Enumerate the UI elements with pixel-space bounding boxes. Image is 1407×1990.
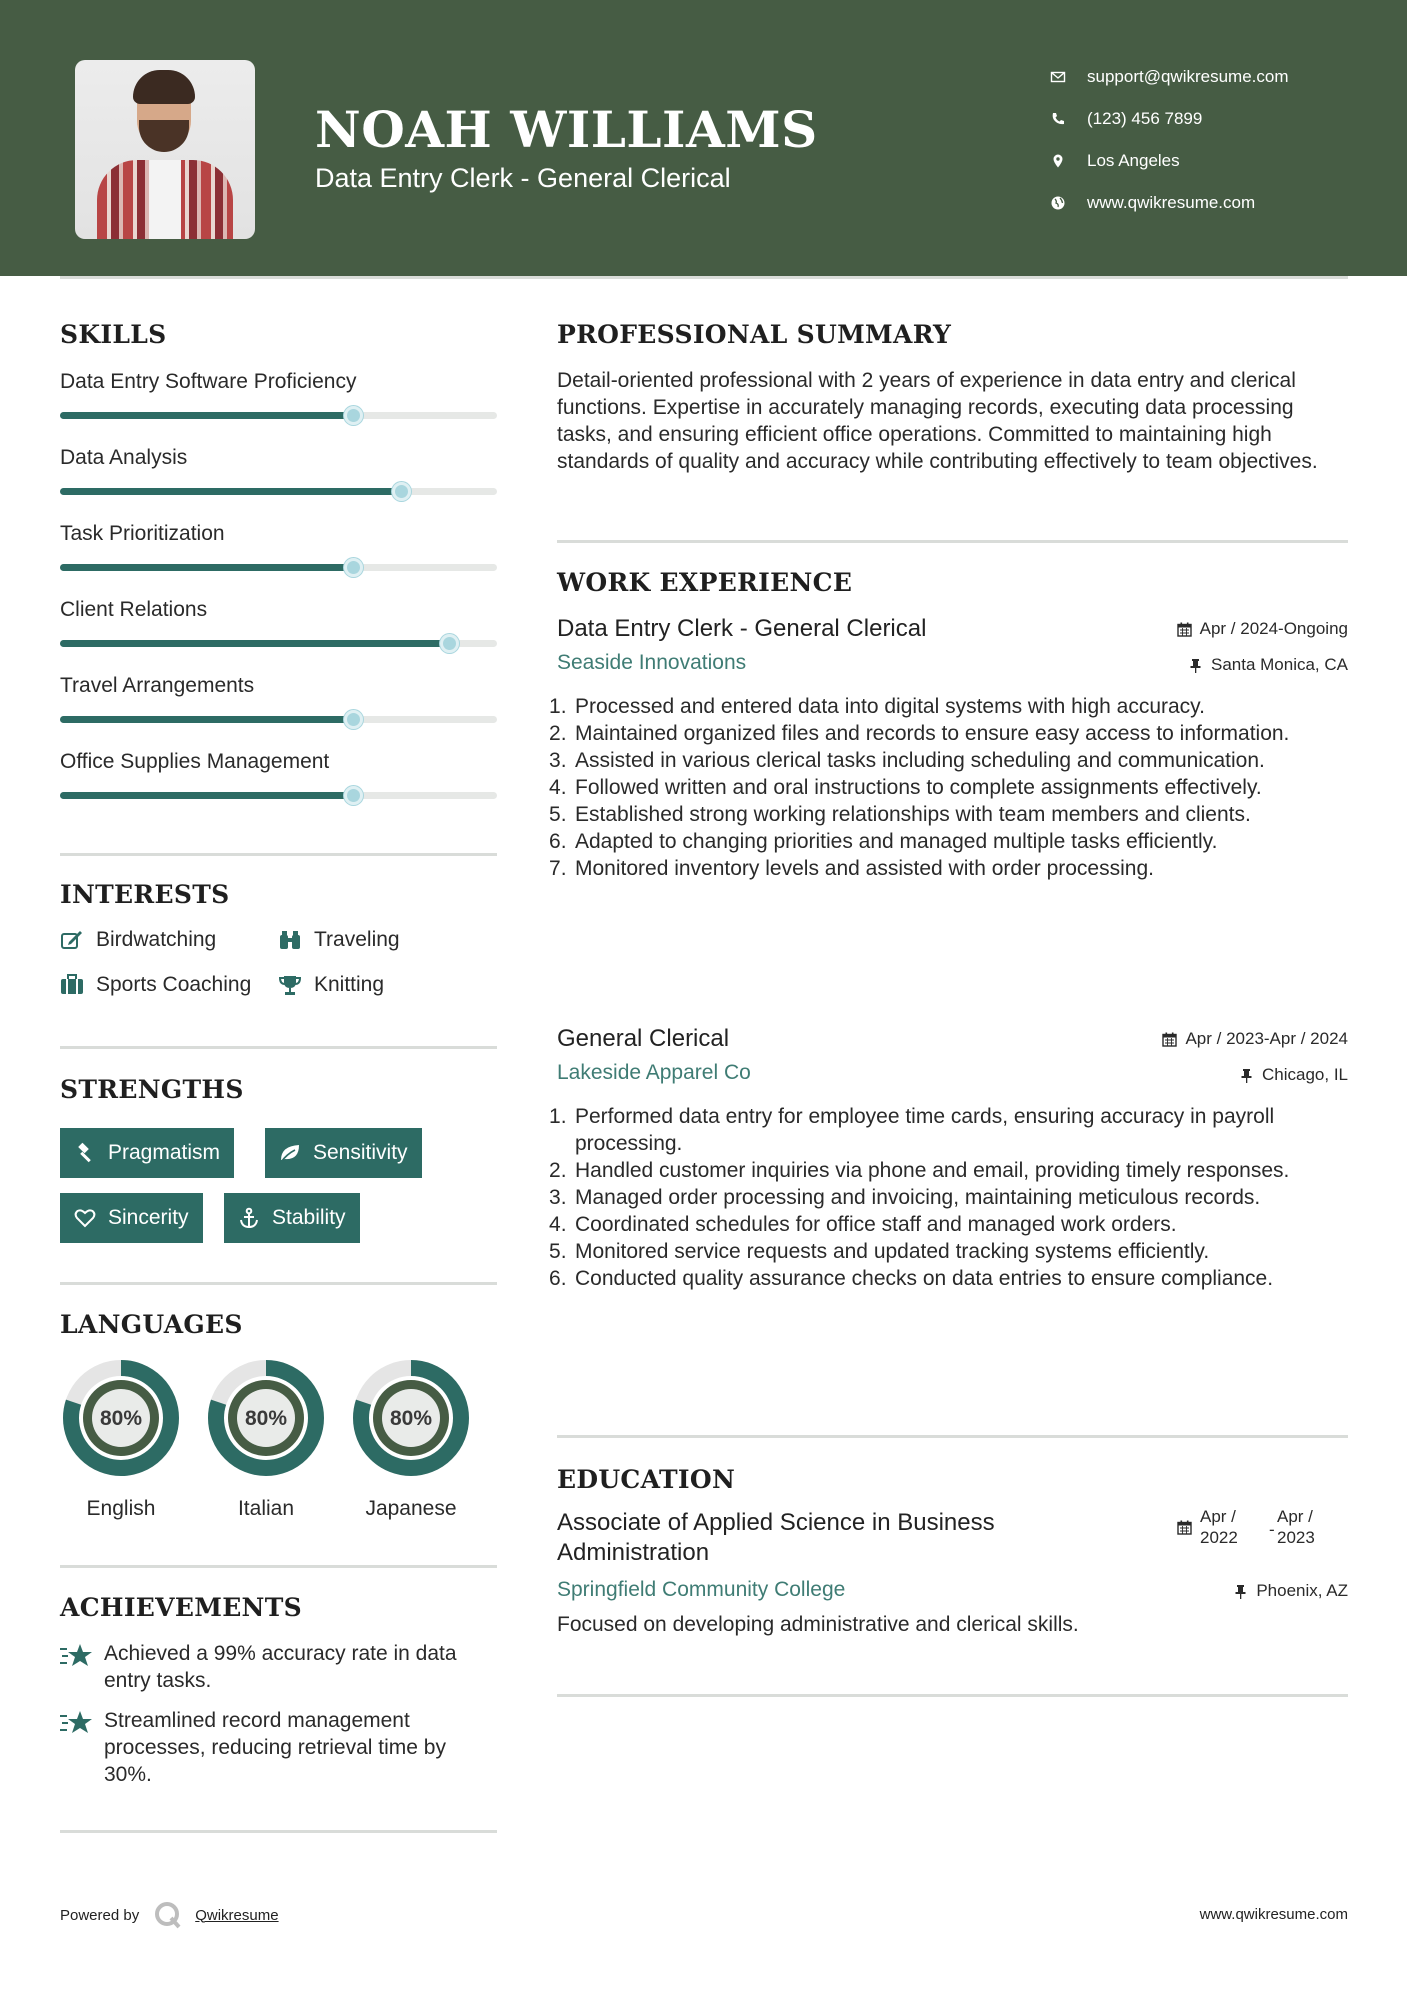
skill-label: Data Analysis [60, 446, 188, 469]
duty-item: Handled customer inquiries via phone and email, providing timely responses. [575, 1159, 1290, 1182]
interest-label: Birdwatching [96, 928, 217, 951]
achievements-title: ACHIEVEMENTS [60, 1593, 302, 1622]
contact-website[interactable] [1050, 182, 1380, 224]
duty-item: Processed and entered data into digital systems with high accuracy. [575, 695, 1205, 718]
education-degree: Associate of Applied Science in Business Administration [557, 1509, 995, 1566]
pushpin-icon [1233, 1584, 1248, 1599]
leaf-icon [279, 1142, 301, 1164]
duty-item: Assisted in various clerical tasks including scheduling and communication. [575, 749, 1265, 772]
globe-icon [1050, 195, 1087, 211]
job-location-text: Santa Monica, CA [1210, 655, 1348, 674]
contact-website-text: www.qwikresume.com [1087, 193, 1256, 212]
job-role: General Clerical [557, 1025, 730, 1052]
duty-item: Managed order processing and invoicing, maintaining meticulous records. [575, 1186, 1261, 1209]
duty-item: Established strong working relationships with team members and clients. [575, 803, 1251, 826]
skill-row [60, 472, 497, 548]
job-company: Seaside Innovations [557, 651, 747, 674]
skill-bar-knob [344, 786, 363, 805]
contact-location [1050, 140, 1380, 182]
summary-title: PROFESSIONAL SUMMARY [557, 320, 952, 349]
strength-badge-sincerity [60, 1193, 203, 1243]
job-dates-text: Apr / 2024-Ongoing [1199, 619, 1348, 638]
job-company: Lakeside Apparel Co [557, 1061, 751, 1084]
interest-sports-coaching [60, 973, 251, 997]
contact-location-text: Los Angeles [1087, 151, 1180, 170]
language-percent: 80% [99, 1407, 143, 1430]
pushpin-icon [1188, 658, 1203, 673]
language-item [60, 1357, 182, 1520]
binoculars-icon [278, 929, 302, 951]
calendar-icon [1177, 1520, 1192, 1535]
education-dates [1177, 1506, 1348, 1554]
language-ring [205, 1357, 327, 1479]
education-title: EDUCATION [557, 1465, 736, 1494]
language-name: Japanese [365, 1497, 457, 1520]
edu-date-dash: - [1269, 1520, 1275, 1539]
qwikresume-link[interactable]: Qwikresume [195, 1906, 279, 1924]
education-location [1233, 1581, 1348, 1601]
interest-knitting [278, 973, 384, 997]
interest-birdwatching [60, 928, 216, 952]
duty-item: Maintained organized files and records to ensure easy access to information. [575, 722, 1290, 745]
candidate-name: NOAH WILLIAMS [315, 100, 818, 159]
candidate-title: Data Entry Clerk - General Clerical [315, 163, 731, 193]
duty-item: Performed data entry for employee time cards, ensuring accuracy in payroll processing. [575, 1105, 1275, 1155]
education-location-text: Phoenix, AZ [1256, 1581, 1348, 1600]
footer-website[interactable]: www.qwikresume.com [1199, 1906, 1348, 1923]
edu-start-month: Apr / [1200, 1507, 1236, 1526]
summary-text: Detail-oriented professional with 2 years of experience in data entry and clerical functions. Expertise in accurately managing records, executing data processing tasks, and ensuring efficient office operations. Committed to maintaining high standards of quality and accuracy while contributing effectively to team objectives. [557, 369, 1318, 473]
strengths-divider [60, 1282, 497, 1285]
strength-label: Stability [272, 1206, 346, 1229]
skill-row [60, 320, 497, 396]
job-location [1239, 1065, 1348, 1085]
education-divider [557, 1694, 1348, 1697]
duty-item: Coordinated schedules for office staff and managed work orders. [575, 1213, 1177, 1236]
phone-icon [1050, 111, 1087, 127]
language-ring [60, 1357, 182, 1479]
languages-divider [60, 1565, 497, 1568]
job-role: Data Entry Clerk - General Clerical [557, 615, 927, 642]
duty-item: Monitored service requests and updated tracking systems efficiently. [575, 1240, 1210, 1263]
contact-phone[interactable] [1050, 98, 1380, 140]
profile-photo [75, 60, 255, 239]
edu-start-year: 2022 [1200, 1528, 1238, 1547]
powered-by-text: Powered by [60, 1906, 140, 1924]
skill-label: Office Supplies Management [60, 750, 330, 773]
language-name: English [86, 1497, 156, 1520]
language-percent: 80% [389, 1407, 433, 1430]
education-description: Focused on developing administrative and clerical skills. [557, 1613, 1079, 1636]
calendar-icon [1177, 622, 1192, 637]
job-location [1188, 655, 1348, 675]
skill-label: Travel Arrangements [60, 674, 255, 697]
skill-label: Data Entry Software Proficiency [60, 370, 357, 393]
gavel-icon [74, 1142, 96, 1164]
header-divider [60, 276, 1348, 279]
edu-end-year: 2023 [1277, 1528, 1315, 1547]
star-icon [60, 1642, 94, 1670]
strength-badge-stability [224, 1193, 360, 1243]
interests-divider [60, 1046, 497, 1049]
language-name: Italian [237, 1497, 295, 1520]
skill-row [60, 624, 497, 700]
language-item [205, 1357, 327, 1520]
interest-label: Traveling [314, 928, 400, 951]
duty-item: Followed written and oral instructions to complete assignments effectively. [575, 776, 1262, 799]
strengths-title: STRENGTHS [60, 1075, 244, 1104]
edu-end-month: Apr / [1277, 1507, 1313, 1526]
interest-traveling [278, 928, 400, 952]
skill-row [60, 700, 497, 776]
skill-row [60, 396, 497, 472]
qwikresume-logo-icon [153, 1900, 183, 1930]
languages-title: LANGUAGES [60, 1310, 243, 1339]
duty-item: Monitored inventory levels and assisted with order processing. [575, 857, 1154, 880]
experience-title: WORK EXPERIENCE [557, 568, 853, 597]
job-duties [557, 693, 1348, 882]
contact-email-text: support@qwikresume.com [1087, 67, 1289, 86]
job-dates-text: Apr / 2023-Apr / 2024 [1185, 1029, 1348, 1048]
achievement-text: Achieved a 99% accuracy rate in data entry tasks. [104, 1642, 457, 1692]
education-school: Springfield Community College [557, 1578, 846, 1601]
achievement-item [60, 1707, 497, 1788]
skill-row [60, 548, 497, 624]
language-percent: 80% [244, 1407, 288, 1430]
skill-bar-fill [60, 792, 353, 799]
pushpin-icon [1239, 1068, 1254, 1083]
skill-label: Task Prioritization [60, 522, 225, 545]
experience-divider [557, 1435, 1348, 1438]
achievement-item [60, 1640, 497, 1694]
contact-phone-text: (123) 456 7899 [1087, 109, 1203, 128]
anchor-icon [238, 1207, 260, 1229]
interests-title: INTERESTS [60, 880, 230, 909]
language-ring [350, 1357, 472, 1479]
interest-label: Knitting [314, 973, 385, 996]
duty-item: Conducted quality assurance checks on data entries to ensure compliance. [575, 1267, 1274, 1290]
job-location-text: Chicago, IL [1262, 1065, 1348, 1084]
briefcase-icon [60, 974, 84, 996]
skills-title: SKILLS [60, 320, 167, 349]
envelope-icon [1050, 69, 1087, 85]
contact-list [1050, 56, 1380, 224]
job-dates [1177, 619, 1348, 639]
strength-label: Sensitivity [313, 1141, 408, 1164]
footer-powered-by [60, 1900, 279, 1930]
heart-icon [74, 1207, 96, 1229]
duty-item: Adapted to changing priorities and managed multiple tasks efficiently. [575, 830, 1218, 853]
achievements-divider [60, 1830, 497, 1833]
trophy-icon [278, 974, 302, 996]
strength-label: Sincerity [108, 1206, 189, 1229]
interest-label: Sports Coaching [96, 973, 252, 996]
calendar-icon [1162, 1032, 1177, 1047]
job-duties [557, 1103, 1348, 1292]
star-icon [60, 1709, 94, 1737]
skills-divider [60, 853, 497, 856]
strength-label: Pragmatism [108, 1141, 221, 1164]
contact-email[interactable] [1050, 56, 1380, 98]
strength-badge-sensitivity [265, 1128, 422, 1178]
edit-icon [60, 929, 84, 951]
map-pin-icon [1050, 153, 1087, 169]
skill-bar [60, 792, 497, 799]
language-item [350, 1357, 472, 1520]
resume-header [0, 0, 1407, 276]
strength-badge-pragmatism [60, 1128, 234, 1178]
summary-divider [557, 540, 1348, 543]
job-dates [1162, 1029, 1348, 1049]
achievement-text: Streamlined record management processes, reducing retrieval time by 30%. [104, 1709, 446, 1786]
skill-label: Client Relations [60, 598, 208, 621]
